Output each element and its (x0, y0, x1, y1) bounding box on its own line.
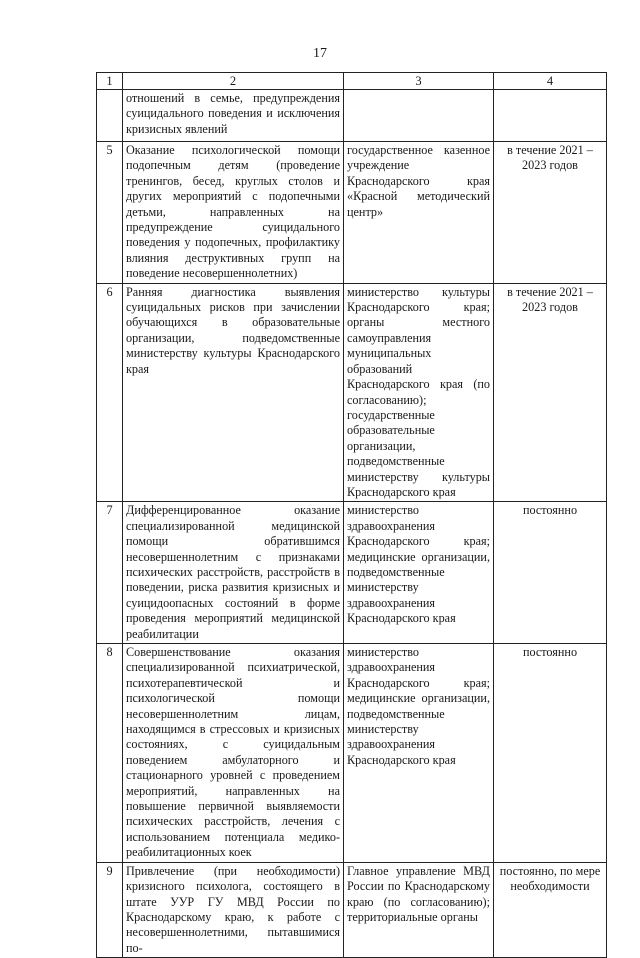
measure-cell: Привлечение (при необходимости) кризисного психолога, состоящего в штате УУР ГУ МВД России по Краснодарскому краю, к работе с несовершеннолетними, пытавшимися по- (123, 862, 344, 957)
executor-cell: государственное казенное учреждение Краснодарского края «Красной методический центр» (344, 142, 494, 284)
table-row (97, 142, 607, 284)
executor-cell: министерство культуры Краснодарского края; органы местного самоуправления муниципальных образований Краснодарского края (по согласованию); государственные образовательные организации, подведомственные министерству культуры Краснодарского края (344, 283, 494, 502)
row-number: 9 (97, 862, 123, 957)
table-row (97, 90, 607, 142)
row-number: 8 (97, 644, 123, 863)
executor-cell: Главное управление МВД России по Краснодарскому краю (по согласованию); территориальные органы (344, 862, 494, 957)
measures-table (96, 72, 607, 958)
measure-cell: отношений в семье, предупреждения суицидального поведения и исключения кризисных явлений (123, 90, 344, 142)
measure-cell: Ранняя диагностика выявления суицидальных рисков при зачислении обучающихся в образовательные организации, подведомственные министерству культуры Краснодарского края (123, 283, 344, 502)
table-row (97, 502, 607, 644)
measure-cell: Совершенствование оказания специализированной психиатрической, психотерапевтической и психологической помощи несовершеннолетним лицам, находящимся в стрессовых и кризисных состояниях, с суицидальным поведением амбулаторного и стационарного уровней с проведением мероприятий, направленных на повышение первичной выявляемости психических расстройств, лечения с использованием потенциала медико-реабилитационных коек (123, 644, 344, 863)
table-row (97, 862, 607, 957)
row-number (97, 90, 123, 142)
table-row (97, 283, 607, 502)
column-header: 1 (97, 73, 123, 90)
table-header-row (97, 73, 607, 90)
executor-cell: министерство здравоохранения Краснодарского края; медицинские организации, подведомственные министерству здравоохранения Краснодарского края (344, 502, 494, 644)
column-header: 2 (123, 73, 344, 90)
executor-cell: министерство здравоохранения Краснодарского края; медицинские организации, подведомственные министерству здравоохранения Краснодарского края (344, 644, 494, 863)
column-header: 4 (494, 73, 607, 90)
measure-cell: Дифференцированное оказание специализированной медицинской помощи обратившимся несовершеннолетним с признаками психических расстройств, расстройств в поведении, риска развития кризисных и суицидоопасных состояний в форме проведения мероприятий медицинской реабилитации (123, 502, 344, 644)
row-number: 6 (97, 283, 123, 502)
term-cell: постоянно, по мере необходимости (494, 862, 607, 957)
term-cell: в течение 2021 – 2023 годов (494, 283, 607, 502)
term-cell: постоянно (494, 502, 607, 644)
table-row (97, 644, 607, 863)
executor-cell (344, 90, 494, 142)
term-cell (494, 90, 607, 142)
term-cell: в течение 2021 – 2023 годов (494, 142, 607, 284)
row-number: 7 (97, 502, 123, 644)
measure-cell: Оказание психологической помощи подопечным детям (проведение тренингов, бесед, круглых столов и других мероприятий с подопечными детьми, направленных на предупреждение суицидального поведения у подопечных, профилактику влияния деструктивных групп на поведение несовершеннолетних) (123, 142, 344, 284)
column-header: 3 (344, 73, 494, 90)
page-number: 17 (313, 46, 327, 61)
row-number: 5 (97, 142, 123, 284)
term-cell: постоянно (494, 644, 607, 863)
